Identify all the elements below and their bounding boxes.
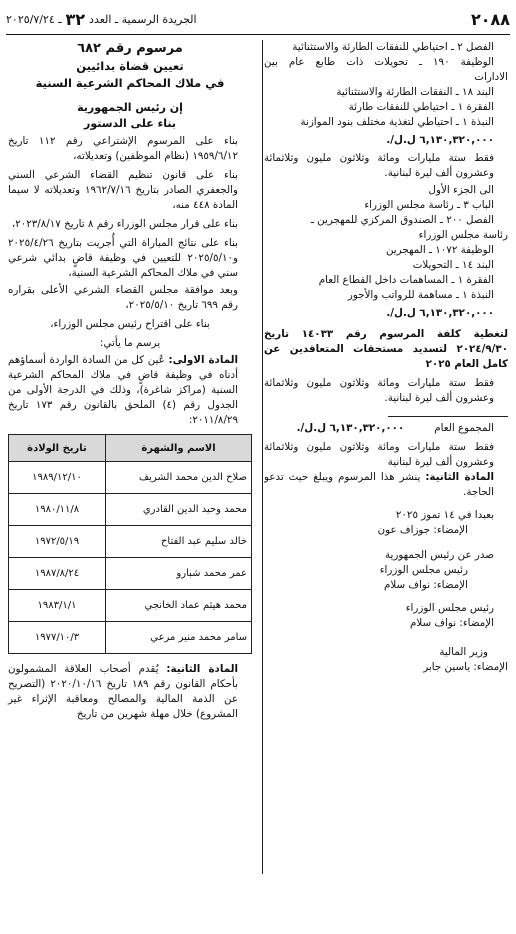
signing-date: بعبدا في ١٤ تموز ٢٠٢٥ (395, 509, 494, 521)
decree-subject-2: في ملاك المحاكم الشرعية السنية (35, 76, 225, 90)
article-2-declaration (8, 662, 252, 722)
table-row (9, 494, 252, 526)
table-row (9, 558, 252, 590)
separator-rule (388, 416, 508, 417)
total-row (264, 421, 508, 436)
budget-line: الوظيفة ١٩٠ ـ تحويلات ذات طابع عام بين (264, 56, 495, 68)
appointee-name: محمد هيثم عماد الخانجي (106, 590, 252, 622)
preamble-paragraph: بناء على نتائج المباراة التي أُجريت بتاريخ ٢٠٢٥/٤/٢٦ و٢٠٢٥/٥/١٠ للتعيين في وظيفة قاضٍ بدائي شرعي سني في ملاك المحاكم الشرعية السنية، (8, 237, 238, 279)
budget-line: الفقرة ١ ـ المساهمات داخل القطاع العام (318, 274, 494, 286)
budget-line: النبذة ١ ـ احتياطي لتغذية مختلف بنود الموازنة (300, 116, 494, 128)
signature-president: الإمضاء: جوزاف عون (377, 524, 468, 536)
article-1-label: المادة الاولى: (168, 354, 238, 366)
preamble-paragraph: بناء على قانون تنظيم القضاء الشرعي السني والجعفري الصادر بتاريخ ١٩٦٢/٧/١٦ وتعديلاته لا سيما المادة ٤٤٨ منه، (8, 169, 239, 211)
budget-line: الادارات (474, 71, 508, 83)
column-divider (262, 40, 263, 874)
appointee-dob: ١٩٨٩/١٢/١٠ (9, 462, 106, 494)
signature-pm: الإمضاء: نواف سلام (383, 579, 468, 591)
appointee-dob: ١٩٧٢/٥/١٩ (9, 526, 106, 558)
page-header (6, 6, 510, 35)
table-row (9, 462, 252, 494)
article-1-text: عُين كل من السادة الواردة أسماؤهم أدناه في وظيفة قاضٍ في ملاك المحاكم الشرعية السنية (مراكز شاغرة)، وذلك في الدرجة الأولى من الجدول رقم (٤) الملحق بالقانون رقم ١٧٣ تاريخ ٢٠١١/٨/٢٩: (8, 354, 238, 426)
pm-title: رئيس مجلس الوزراء (379, 564, 468, 576)
issued-by: صدر عن رئيس الجمهورية (384, 549, 494, 561)
article-2-label: المادة الثانية: (425, 471, 494, 483)
col-header-dob: تاريخ الولادة (9, 435, 106, 462)
signature-finance: الإمضاء: ياسين جابر (423, 661, 508, 673)
amount-words-2: فقط ستة مليارات ومائة وثلاثون مليون وثلاثمائة وعشرون ألف ليرة لبنانية. (264, 377, 494, 404)
signature-pm-2: الإمضاء: نواف سلام (409, 617, 494, 629)
finance-minister-title: وزير المالية (439, 646, 488, 658)
budget-line: الفصل ٢٠٠ ـ الصندوق المركزي للمهجرين ـ (310, 214, 494, 226)
coverage-heading: لتغطية كلفة المرسوم رقم ١٤٠٣٣ تاريخ ٢٠٢٤/٩/٣٠ لتسديد مستحقات المتعاقدين عن كامل العام ٢٠٢٥ (264, 328, 508, 370)
left-column (8, 40, 252, 722)
header-date: ـ ٢٠٢٥/٧/٢٤ (6, 12, 62, 26)
total-amount: ٦,١٣٠,٣٢٠,٠٠٠ ل.ل/. (296, 422, 405, 434)
appointee-dob: ١٩٨٧/٨/٢٤ (9, 558, 106, 590)
appointee-name: عمر محمد شبارو (106, 558, 252, 590)
budget-line: النبذة ١ ـ مساهمة للرواتب والأجور (347, 289, 494, 301)
header-title: الجريدة الرسمية ـ العدد (89, 12, 197, 26)
article-2-text-left: يُقدم أصحاب العلاقة المشمولون بأحكام القانون رقم ١٨٩ تاريخ ٢٠٢٠/١٠/١٦ (التصريح عن الذمة المالية والمصالح ومعاقبة الإثراء غير المشروع) خلال مهلة شهرين من تاريخ (8, 663, 238, 720)
appointee-dob: ١٩٧٧/١٠/٣ (9, 622, 106, 654)
appointee-name: خالد سليم عبد الفتاح (106, 526, 252, 558)
article-2-text: ينشر هذا المرسوم ويبلغ حيث تدعو الحاجة. (264, 471, 494, 498)
right-column (264, 40, 508, 675)
budget-line: رئاسة مجلس الوزراء (418, 229, 508, 241)
table-row (9, 622, 252, 654)
article-1 (8, 353, 252, 428)
budget-line: الوظيفة ١٠٧٢ ـ المهجرين (385, 244, 494, 256)
preamble-paragraph: وبعد موافقة مجلس القضاء الشرعي الأعلى بقراره رقم ٦٩٩ تاريخ ٢٠٢٥/٥/١٠، (8, 284, 238, 311)
decrees-line: يرسم ما يأتي: (99, 337, 161, 349)
article-2-label-left: المادة الثانية: (166, 663, 238, 675)
preamble-paragraph: بناء على المرسوم الإشتراعي رقم ١١٢ تاريخ ١٩٥٩/٦/١٢ (نظام الموظفين) وتعديلاته، (8, 135, 238, 162)
article-2-publish (264, 470, 508, 500)
col-header-name: الاسم والشهرة (106, 435, 252, 462)
table-row (9, 590, 252, 622)
header-issue-number: ٣٢ (65, 9, 86, 29)
pm-title-2: رئيس مجلس الوزراء (405, 602, 494, 614)
amount-words-1: فقط ستة مليارات ومائة وثلاثون مليون وثلاثمائة وعشرون ألف ليرة لبنانية. (264, 152, 494, 179)
budget-line: الى الجزء الأول (428, 184, 494, 196)
budget-line: البند ١٤ ـ التحويلات (412, 259, 494, 271)
amount-1: ٦,١٣٠,٣٢٠,٠٠٠ ل.ل/. (386, 134, 494, 146)
amount-words-3: فقط ستة مليارات ومائة وثلاثون مليون وثلاثمائة وعشرون ألف ليرة لبنانية (264, 441, 494, 468)
amount-2: ٦,١٣٠,٣٢٠,٠٠٠ ل.ل/. (386, 307, 494, 319)
total-label: المجموع العام (434, 422, 494, 434)
page-number: ٢٠٨٨ (470, 9, 510, 29)
preamble-paragraph: بناء على قرار مجلس الوزراء رقم ٨ تاريخ ٢٠٢٣/٨/١٧، (11, 218, 238, 230)
proposal-line: بناء على اقتراح رئيس مجلس الوزراء، (50, 318, 210, 330)
header-right-group (6, 10, 197, 29)
appointee-dob: ١٩٨٣/١/١ (9, 590, 106, 622)
appointees-table (8, 434, 252, 654)
appointee-name: سامر محمد منير مرعي (106, 622, 252, 654)
budget-line: البند ١٨ ـ النفقات الطارئة والاستثنائية (336, 86, 494, 98)
budget-line: الفقرة ١ ـ احتياطي للنفقات طارئة (348, 101, 494, 113)
table-row (9, 526, 252, 558)
budget-line: الباب ٣ ـ رئاسة مجلس الوزراء (364, 199, 494, 211)
intro-constitution: بناء على الدستور (84, 117, 176, 130)
table-header-row (9, 435, 252, 462)
decree-title: مرسوم رقم ٦٨٢ (77, 41, 183, 56)
appointee-dob: ١٩٨٠/١١/٨ (9, 494, 106, 526)
budget-line: الفصل ٢ ـ احتياطي للنفقات الطارئة والاستثنائية (292, 41, 494, 53)
decree-subject-1: تعيين قضاة بدائيين (76, 59, 184, 73)
appointee-name: محمد وحيد الدين القادري (106, 494, 252, 526)
intro-president: إن رئيس الجمهورية (77, 101, 183, 114)
appointee-name: صلاح الدين محمد الشريف (106, 462, 252, 494)
